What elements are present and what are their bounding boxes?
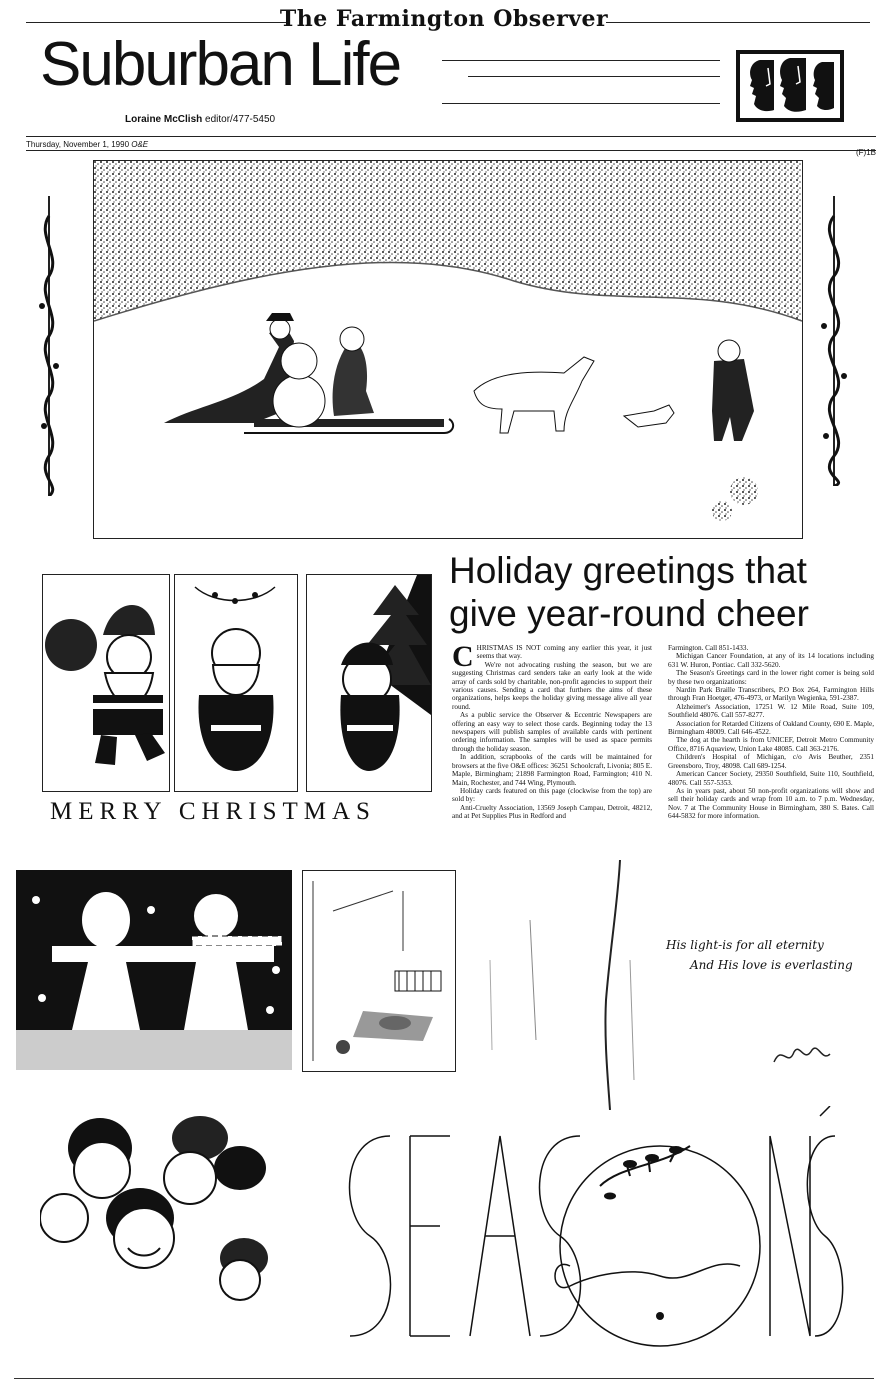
editor-line [125, 114, 275, 125]
holly-vine-icon [34, 196, 64, 496]
sled-scene-illustration [94, 161, 802, 538]
article-paragraph: HRISTMAS IS NOT coming any earlier this year, it just seems that way. [476, 644, 652, 661]
article-paragraph: Alzheimer's Association, 17251 W. 12 Mile Road, Suite 109, Southfield 48076. Call 557-8277. [668, 702, 874, 720]
santa-sack-illustration [43, 575, 169, 791]
signature-scribble [772, 1040, 832, 1070]
tree-card [470, 860, 670, 1110]
dog-hearth-illustration [303, 871, 455, 1071]
article-paragraph: Association for Retarded Citizens of Oakland County, 690 E. Maple, Birmingham 48009. Call 646-4522. [668, 719, 874, 737]
holly-ornament-left [34, 196, 64, 496]
editor-name: Loraine McClish [125, 114, 203, 125]
article-column-1 [452, 640, 652, 821]
article-paragraph: As a public service the Observer & Eccentric Newspapers are offering an easy way to select those cards. Beginning today the 13 newspapers will publish samples of available cards with pertinent ordering information. The samples will be used as space permits through the holiday season. [452, 711, 652, 753]
children-faces-illustration [40, 1108, 272, 1324]
newspaper-name: The Farmington Observer [279, 6, 609, 32]
dateline-edition: O&E [131, 140, 149, 149]
signature-icon [772, 1040, 832, 1070]
headline-line-1: Holiday greetings that [449, 550, 807, 591]
snowmen-card [16, 870, 292, 1070]
santa-card-1 [42, 574, 170, 792]
dateline-rule-bottom [26, 150, 876, 151]
santa-tree-illustration [307, 575, 431, 791]
article-paragraph: The dog at the hearth is from UNICEF, Detroit Metro Community Office, 8716 Aquaview, Union Lake 48085. Call 363-2176. [668, 736, 874, 753]
article-paragraph: Farmington. Call 851-1433. [668, 644, 749, 652]
article-paragraph: The Season's Greetings card in the lower right corner is being sold by these two organizations: [668, 669, 874, 686]
dateline-rule-top [26, 136, 876, 137]
santa-card-2 [174, 574, 298, 792]
holly-ornament-right [814, 196, 854, 486]
masthead-line-2 [468, 76, 720, 77]
section-title: Suburban Life [40, 30, 401, 99]
seasons-greetings-lettering [330, 1106, 850, 1356]
children-faces-card [40, 1108, 272, 1324]
masthead-line-1 [442, 60, 720, 61]
article-paragraph: In addition, scrapbooks of the cards will be maintained for browsers at the five O&E offices: 36251 Schoolcraft, Livonia; 805 E. Maple, Birmingham; 21898 Farmington Road, Farmington; 410 N. Main, Rochester, and 744 Wing, Plymouth. [452, 753, 652, 787]
article-paragraph: Michigan Cancer Foundation, at any of its 14 locations including 631 W. Huron, Pontiac. Call 332-5620. [668, 652, 874, 669]
headline-line-2: give year-round cheer [449, 593, 809, 634]
holly-vine-icon [814, 196, 854, 486]
article-paragraph: Holiday cards featured on this page (clockwise from the top) are sold by: [452, 786, 652, 804]
dog-hearth-card [302, 870, 456, 1072]
article-paragraph: American Cancer Society, 29350 Southfield, Suite 110, Southfield, 48076. Call 557-5353. [668, 770, 874, 787]
article-paragraph: As in years past, about 50 non-profit organizations will show and sell their holiday cards and wrap from 10 a.m. to 7 p.m. Wednesday, Nov. 7 at The Community House in Birmingham, 380 S. Bates. Call 644-5832 for more information. [668, 786, 874, 821]
editor-contact: editor/477-5450 [205, 114, 276, 125]
article-headline [449, 549, 879, 635]
dateline-date: Thursday, November 1, 1990 [26, 140, 130, 149]
section-logo [736, 50, 844, 122]
verse-line-1: His light-is for all eternity [666, 938, 824, 952]
article-paragraph: We're not advocating rushing the season, but we are suggesting Christmas card senders take an early look at the wide array of cards sold by charitable, non-profit agencies to support their various causes. Sending a card that furthers the aims of these organizations, helps keeps the holiday giving message alive all year round. [452, 660, 652, 711]
sled-scene-card [93, 160, 803, 539]
page-number: (F)1B [856, 148, 876, 157]
merry-christmas-text: MERRY CHRISTMAS [50, 798, 376, 825]
verse-line-2: And His love is everlasting [690, 958, 853, 972]
bare-tree-illustration [470, 860, 670, 1110]
article-paragraph: Nardin Park Braille Transcribers, P.O Box 264, Farmington Hills through Fran Hoetger, 476-4973, or Marilyn Wegienka, 591-2387. [668, 686, 874, 703]
faces-logo-icon [740, 54, 840, 118]
article-column-2 [668, 644, 874, 821]
snowmen-night-illustration [16, 870, 292, 1070]
santa-card-3 [306, 574, 432, 792]
seasons-greetings-card [330, 1106, 850, 1356]
dateline [26, 140, 148, 149]
masthead-line-3 [442, 103, 720, 104]
article-paragraph: Anti-Cruelty Association, 13569 Joseph Campau, Detroit, 48212, and at Pet Supplies Plus in Redford and [452, 803, 652, 821]
article-dropcap: C [452, 640, 474, 673]
page-bottom-rule [14, 1378, 874, 1379]
article-paragraph: Children's Hospital of Michigan, c/o Avis Beuther, 2351 Greensboro, Troy, 48098. Call 689-1254. [668, 753, 874, 770]
santa-mistletoe-illustration [175, 575, 297, 791]
